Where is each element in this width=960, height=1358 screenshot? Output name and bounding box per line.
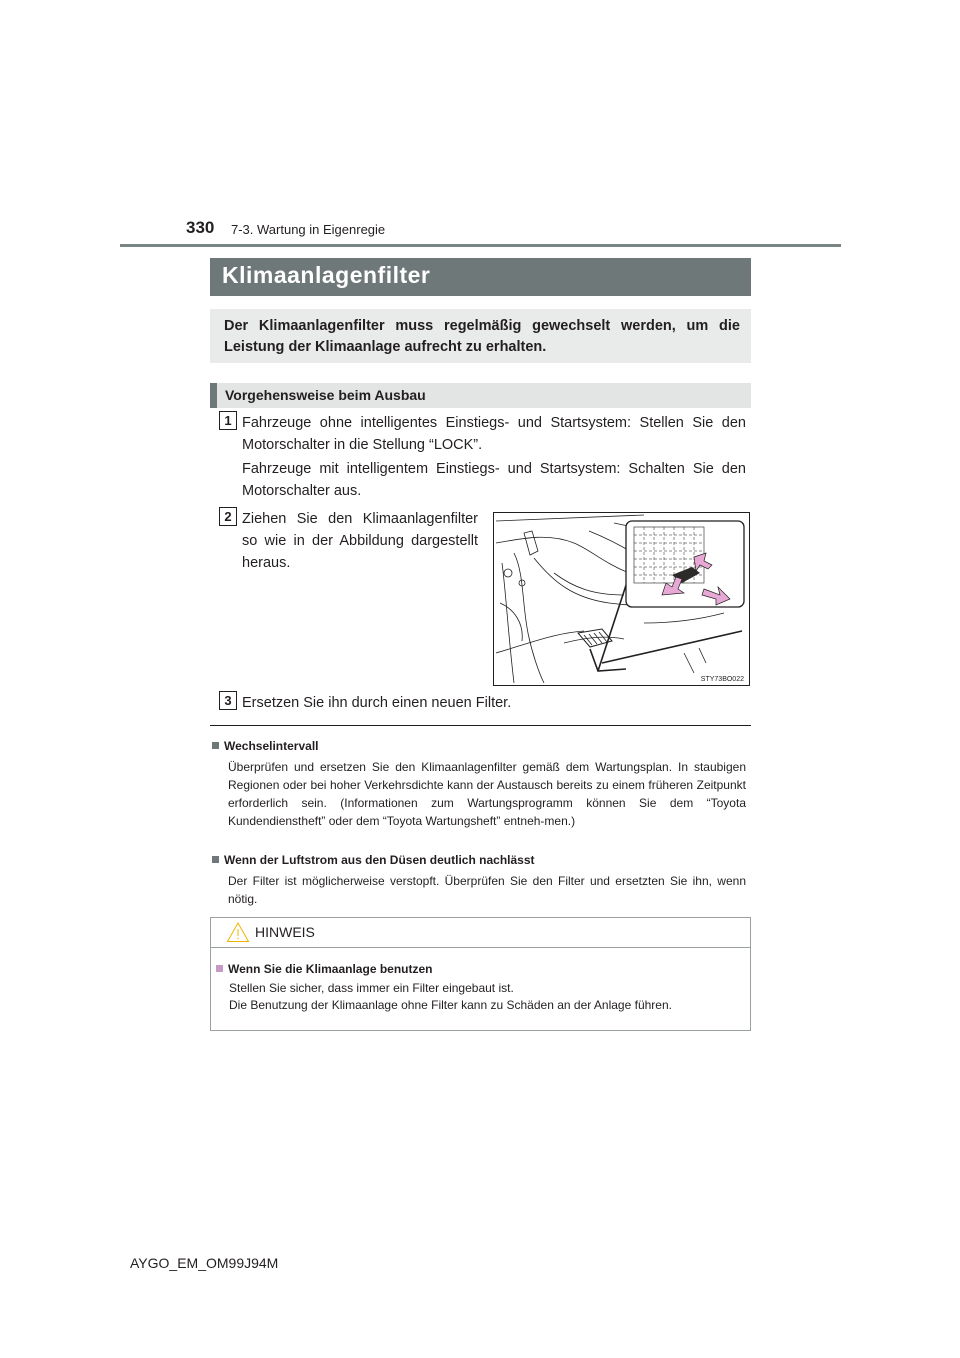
figure-code: STY73BO022 bbox=[700, 676, 744, 683]
glovebox-filter-figure bbox=[493, 512, 750, 686]
bullet-square-icon bbox=[216, 965, 223, 972]
bullet-square-icon bbox=[212, 856, 219, 863]
notice-line-2: Die Benutzung der Klimaanlage ohne Filter kann zu Schäden an der Anlage führen. bbox=[229, 998, 672, 1012]
step-3-number: 3 bbox=[219, 691, 237, 710]
note-2-heading: Wenn der Luftstrom aus den Düsen deutlich nachlässt bbox=[212, 853, 535, 867]
page-number: 330 bbox=[186, 218, 215, 237]
heading-accent bbox=[210, 383, 217, 408]
notice-heading: Wenn Sie die Klimaanlage benutzen bbox=[216, 962, 433, 976]
chapter-title: 7-3. Wartung in Eigenregie bbox=[231, 222, 386, 237]
notice-box bbox=[210, 917, 751, 1031]
step-2-number: 2 bbox=[219, 507, 237, 526]
page-title: Klimaanlagenfilter bbox=[222, 262, 431, 288]
notice-divider bbox=[211, 947, 750, 948]
step-2-text: Ziehen Sie den Klimaanlagenfilter so wie in der Abbildung dargestellt heraus. bbox=[242, 511, 478, 571]
section-title-bar bbox=[210, 258, 751, 296]
document-code: AYGO_EM_OM99J94M bbox=[130, 1255, 279, 1271]
procedure-heading bbox=[210, 383, 751, 408]
step-3-text: Ersetzen Sie ihn durch einen neuen Filter. bbox=[242, 695, 512, 711]
warning-triangle-icon bbox=[226, 921, 250, 943]
step-1-text-a: Fahrzeuge ohne intelligentes Einstiegs- und Startsystem: Stellen Sie den Motorschalter in die Stellung “LOCK”. bbox=[242, 415, 746, 453]
procedure-heading-label: Vorgehensweise beim Ausbau bbox=[225, 387, 426, 403]
intro-box bbox=[210, 309, 751, 363]
step-1-number: 1 bbox=[219, 411, 237, 430]
note-2-text: Der Filter ist möglicherweise verstopft. Überprüfen Sie den Filter und ersetzten Sie ihn, wenn nötig. bbox=[228, 874, 746, 906]
note-1-heading: Wechselintervall bbox=[212, 739, 319, 753]
notice-title: HINWEIS bbox=[255, 924, 315, 940]
notice-line-1: Stellen Sie sicher, dass immer ein Filter eingebaut ist. bbox=[229, 981, 514, 995]
step-1-text-b: Fahrzeuge mit intelligentem Einstiegs- und Startsystem: Schalten Sie den Motorschalter aus. bbox=[242, 461, 746, 499]
bullet-square-icon bbox=[212, 742, 219, 749]
note-1-text: Überprüfen und ersetzen Sie den Klimaanlagenfilter gemäß dem Wartungsplan. In staubigen Regionen oder bei hoher Verkehrsdichte kann der Austausch bereits zu einem früheren Zeitpunkt erforderlich sein. (Informationen zum Wartungsprogramm können Sie dem “Toyota Kundendienstheft” oder dem “Toyota Wartungsheft” entneh-men.) bbox=[228, 760, 746, 828]
intro-text: Der Klimaanlagenfilter muss regelmäßig gewechselt werden, um die Leistung der Klimaanlage aufrecht zu erhalten. bbox=[224, 318, 740, 355]
glovebox-filter-illustration bbox=[494, 513, 749, 685]
section-divider bbox=[210, 725, 751, 726]
header-divider bbox=[120, 244, 841, 247]
